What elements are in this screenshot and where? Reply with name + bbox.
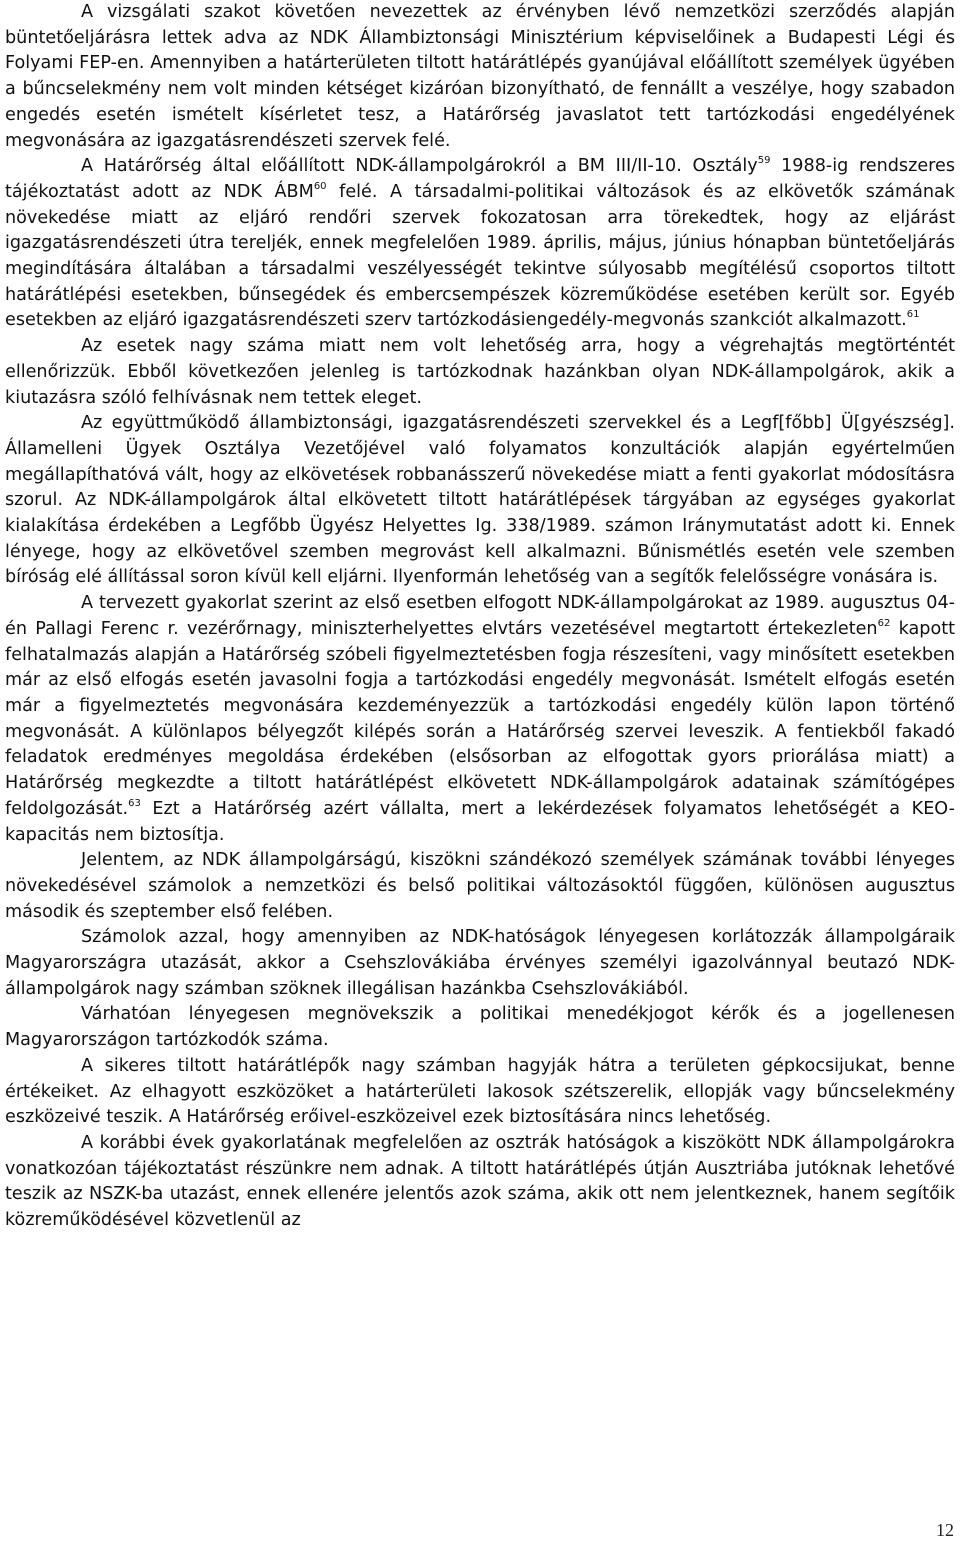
paragraph-p6 (5, 848, 955, 925)
footnote-ref: 59 (757, 155, 771, 167)
paragraph-p10 (5, 1131, 955, 1234)
paragraph-text: Ezt a Határőrség azért vállalta, mert a lekérdezések folyamatos lehetőségét a KEO-kapacitás nem biztosítja. (5, 798, 955, 845)
paragraph-text: A vizsgálati szakot követően nevezettek az érvényben lévő nemzetközi szerződés alapján büntetőeljárásra lettek adva az NDK Állambiztonsági Minisztérium képviselőinek a Budapesti Légi és Folyami FEP-en. Amennyiben a határterületen tiltott határátlépés gyanújával előállított személyek ügyében a bűncselekmény nem volt minden kétséget kizáróan bizonyítható, de fennállt a veszélye, hogy szabadon engedés esetén ismételt kísérletet tesz, a Határőrség javaslatot tett tartózkodási engedélyének megvonására az igazgatásrendészeti szervek felé. (5, 2, 955, 151)
paragraph-text: kapott felhatalmazás alapján a Határőrség szóbeli figyelmeztetésben fogja részesíteni, vagy minősített esetekben már az első elfogás esetén javasolni fogja a tartózkodási engedély megvonását. Ismételt elfogás esetén már a figyelmeztetés megvonására kezdeményezzük a tartózkodási engedély külön lapon történő megvonását. A különlapos bélyegzőt kilépés során a Határőrség szervei leveszik. A fentiekből fakadó feladatok eredményes megoldása érdekében (elsősorban az elfogottak gyors priorálása miatt) a Határőrség megkezdte a tiltott határátlépést elkövetett NDK-állampolgárok adatainak számítógépes feldolgozását. (5, 618, 956, 819)
footnote-ref: 62 (877, 617, 891, 629)
page-number: 12 (936, 1520, 954, 1540)
paragraph-text: Az esetek nagy száma miatt nem volt lehetőség arra, hogy a végrehajtás megtörténtét ellenőrizzük. Ebből következően jelenleg is tartózkodnak hazánkban olyan NDK-állampolgárok, akik a kiutazásra szóló felhívásnak nem tettek eleget. (5, 336, 955, 408)
paragraph-p2 (5, 154, 955, 334)
paragraph-p5 (5, 591, 955, 848)
footnote-ref: 61 (906, 309, 920, 321)
paragraph-text: A korábbi évek gyakorlatának megfelelően az osztrák hatóságok a kiszökött NDK állampolgárokra vonatkozóan tájékoztatást részünkre nem adnak. A tiltott határátlépés útján Ausztriába jutóknak lehetővé teszik az NSZK-ba utazást, ennek ellenére jelentős azok száma, akik ott nem jelentkeznek, hanem segítőik közreműködésével közvetlenül az (5, 1132, 955, 1231)
paragraph-p1 (5, 0, 955, 154)
footnote-ref: 63 (128, 797, 141, 809)
paragraph-text: Jelentem, az NDK állampolgárságú, kiszökni szándékozó személyek számának további lényeges növekedésével számolok a nemzetközi és belső politikai változásoktól függően, különösen augusztus második és szeptember első felében. (5, 850, 955, 922)
paragraph-text: felé. A társadalmi-politikai változások és az elkövetők számának növekedése miatt az eljáró rendőri szervek fokozatosan arra törekedtek, hogy az eljárást igazgatásrendészeti útra tereljék, ennek megfelelően 1989. április, május, június hónapban büntetőeljárás megindítására általában a társadalmi veszélyességét tekintve súlyosabb megítélésű csoportos tiltott határátlépési esetekben, bűnsegédek és embercsempészek közreműködése esetében került sor. Egyéb esetekben az eljáró igazgatásrendészeti szerv tartózkodásiengedély-megvonás szankciót alkalmazott. (5, 181, 955, 331)
paragraph-p9 (5, 1054, 955, 1131)
paragraph-p4 (5, 411, 955, 591)
paragraph-text: A tervezett gyakorlat szerint az első esetben elfogott NDK-állampolgárokat az 1989. augusztus 04-én Pallagi Ferenc r. vezérőrnagy, miniszterhelyettes elvtárs vezetésével megtartott értekezleten (5, 593, 955, 639)
paragraph-p8 (5, 1002, 955, 1053)
paragraph-text: A sikeres tiltott határátlépők nagy számban hagyják hátra a területen gépkocsijukat, benne értékeiket. Az elhagyott eszközöket a határterületi lakosok szétszerelik, ellopják vagy bűncselekmény eszközeivé teszik. A Határőrség erőivel-eszközeivel ezek biztosítására nincs lehetőség. (5, 1055, 955, 1128)
paragraph-text: A Határőrség által előállított NDK-állampolgárokról a BM III/II-10. Osztály (81, 156, 758, 177)
footnote-ref: 60 (313, 180, 327, 192)
paragraph-text: 1988-ig rendszeres tájékoztatást adott az NDK ÁBM (5, 156, 955, 202)
paragraph-text: Várhatóan lényegesen megnövekszik a politikai menedékjogot kérők és a jogellenesen Magyarországon tartózkodók száma. (5, 1004, 955, 1051)
paragraph-text: Számolok azzal, hogy amennyiben az NDK-hatóságok lényegesen korlátozzák állampolgáraik Magyarországra utazását, akkor a Csehszlovákiába érvényes személyi igazolvánnyal beutazó NDK-állampolgárok nagy számban szöknek illegálisan hazánkba Csehszlovákiából. (5, 927, 955, 999)
paragraph-p3 (5, 334, 955, 411)
document-body (5, 0, 955, 1234)
paragraph-text: Az együttműködő állambiztonsági, igazgatásrendészeti szervekkel és a Legf[főbb] Ü[gyészség]. Államelleni Ügyek Osztálya Vezetőjével való folyamatos konzultációk alapján egyértelműen megállapíthatóvá vált, hogy az elkövetések robbanásszerű növekedése miatt a fenti gyakorlat módosításra szorul. Az NDK-állampolgárok által elkövetett tiltott határátlépések tárgyában az egységes gyakorlat kialakítása érdekében a Legfőbb Ügyész Helyettes Ig. 338/1989. számon Iránymutatást adott ki. Ennek lényege, hogy az elkövetővel szemben megrovást kell alkalmazni. Bűnismétlés esetén vele szemben bíróság elé állítással soron kívül kell eljárni. Ilyenformán lehetőség van a segítők felelősségre vonására is. (5, 413, 955, 588)
paragraph-p7 (5, 925, 955, 1002)
